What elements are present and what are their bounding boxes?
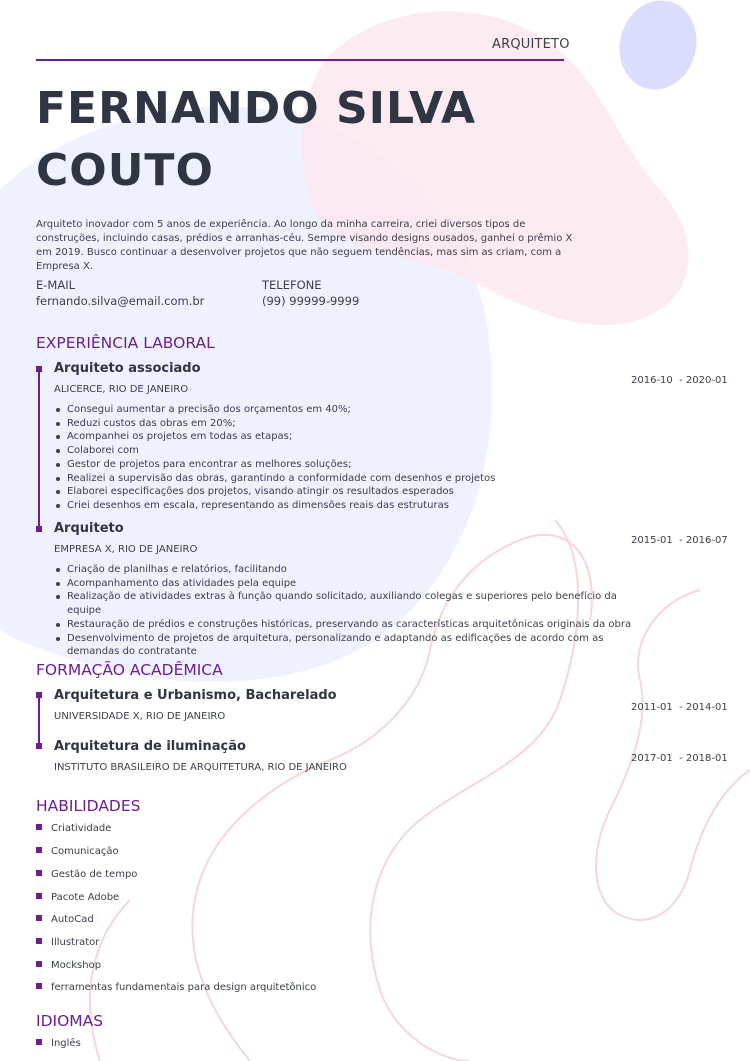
skill-item: Illustrator	[36, 937, 99, 948]
phone-value: (99) 99999-9999	[262, 294, 360, 308]
skill-item: ferramentas fundamentais para design arquitetônico	[36, 982, 316, 993]
skill-item: Criatividade	[36, 823, 111, 834]
job-title-1: Arquiteto associado	[54, 361, 201, 376]
square-bullet-icon	[36, 1039, 42, 1045]
languages-heading: IDIOMAS	[36, 1012, 104, 1030]
candidate-name	[36, 78, 596, 202]
timeline-marker	[36, 692, 42, 698]
timeline-marker	[36, 366, 42, 372]
square-bullet-icon	[36, 893, 42, 899]
square-bullet-icon	[36, 915, 42, 921]
job-org-1: ALICERCE, RIO DE JANEIRO	[54, 384, 189, 395]
degree-dates-1: 2011-01 - 2014-01	[631, 702, 728, 713]
list-item: Reduzi custos das obras em 20%;	[54, 417, 634, 431]
job-title-2: Arquiteto	[54, 521, 124, 536]
list-item: Realizei a supervisão das obras, garantindo a conformidade com desenhos e projetos	[54, 472, 634, 486]
list-item: Elaborei especificações dos projetos, visando atingir os resultados esperados	[54, 485, 634, 499]
list-item: Desenvolvimento de projetos de arquitetura, personalizando e adaptando as edificações de acordo com as demandas do contratante	[54, 632, 634, 659]
experience-timeline	[38, 368, 40, 530]
phone-label: TELEFONE	[262, 278, 322, 292]
job-org-2: EMPRESA X, RIO DE JANEIRO	[54, 544, 198, 555]
degree-org-2: INSTITUTO BRASILEIRO DE ARQUITETURA, RIO DE JANEIRO	[54, 762, 347, 773]
square-bullet-icon	[36, 824, 42, 830]
square-bullet-icon	[36, 847, 42, 853]
skill-item: Mockshop	[36, 960, 101, 971]
skill-item: Gestão de tempo	[36, 869, 137, 880]
name-line-2: COUTO	[36, 145, 214, 196]
job-bullets-2	[54, 563, 634, 659]
degree-org-1: UNIVERSIDADE X, RIO DE JANEIRO	[54, 711, 226, 722]
degree-title-2: Arquitetura de iluminação	[54, 739, 246, 754]
timeline-marker	[36, 526, 42, 532]
job-dates-1: 2016-10 - 2020-01	[631, 375, 728, 386]
degree-title-1: Arquitetura e Urbanismo, Bacharelado	[54, 688, 337, 703]
language-item: Inglês	[36, 1038, 81, 1049]
education-heading: FORMAÇÃO ACADÊMICA	[36, 661, 223, 679]
list-item: Acompanhei os projetos em todas as etapas;	[54, 430, 634, 444]
skills-heading: HABILIDADES	[36, 797, 141, 815]
name-line-1: FERNANDO SILVA	[36, 83, 477, 134]
list-item: Gestor de projetos para encontrar as melhores soluções;	[54, 458, 634, 472]
list-item: Acompanhamento das atividades pela equipe	[54, 577, 634, 591]
square-bullet-icon	[36, 870, 42, 876]
degree-dates-2: 2017-01 - 2018-01	[631, 753, 728, 764]
experience-heading: EXPERIÊNCIA LABORAL	[36, 334, 215, 352]
square-bullet-icon	[36, 938, 42, 944]
profile-summary: Arquiteto inovador com 5 anos de experiência. Ao longo da minha carreira, criei diversos tipos de construções, incluindo casas, prédios e arranhas-céu. Sempre visando designs ousados, ganhei o prêmio X em 2019. Busco continuar a desenvolver projetos que não seguem tendências, mas sim as criam, com a Empresa X.	[36, 219, 573, 272]
job-bullets-1	[54, 403, 634, 513]
list-item: Restauração de prédios e construções históricas, preservando as características arquitetônicas originais da obra	[54, 618, 634, 632]
list-item: Criação de planilhas e relatórios, facilitando	[54, 563, 634, 577]
email-value: fernando.silva@email.com.br	[36, 294, 205, 308]
list-item: Criei desenhos em escala, representando as dimensões reais das estruturas	[54, 499, 634, 513]
skill-item: Pacote Adobe	[36, 892, 119, 903]
timeline-marker	[36, 743, 42, 749]
list-item: Realização de atividades extras à função quando solicitado, auxiliando colegas e superiores pelo benefício da equipe	[54, 590, 634, 617]
email-label: E-MAIL	[36, 278, 76, 292]
header-divider	[36, 59, 564, 61]
list-item: Consegui aumentar a precisão dos orçamentos em 40%;	[54, 403, 634, 417]
education-timeline	[38, 694, 40, 746]
square-bullet-icon	[36, 983, 42, 989]
square-bullet-icon	[36, 961, 42, 967]
skill-item: AutoCad	[36, 914, 94, 925]
list-item: Colaborei com	[54, 444, 634, 458]
job-dates-2: 2015-01 - 2016-07	[631, 535, 728, 546]
skill-item: Comunicação	[36, 846, 119, 857]
job-title: ARQUITETO	[492, 37, 570, 52]
